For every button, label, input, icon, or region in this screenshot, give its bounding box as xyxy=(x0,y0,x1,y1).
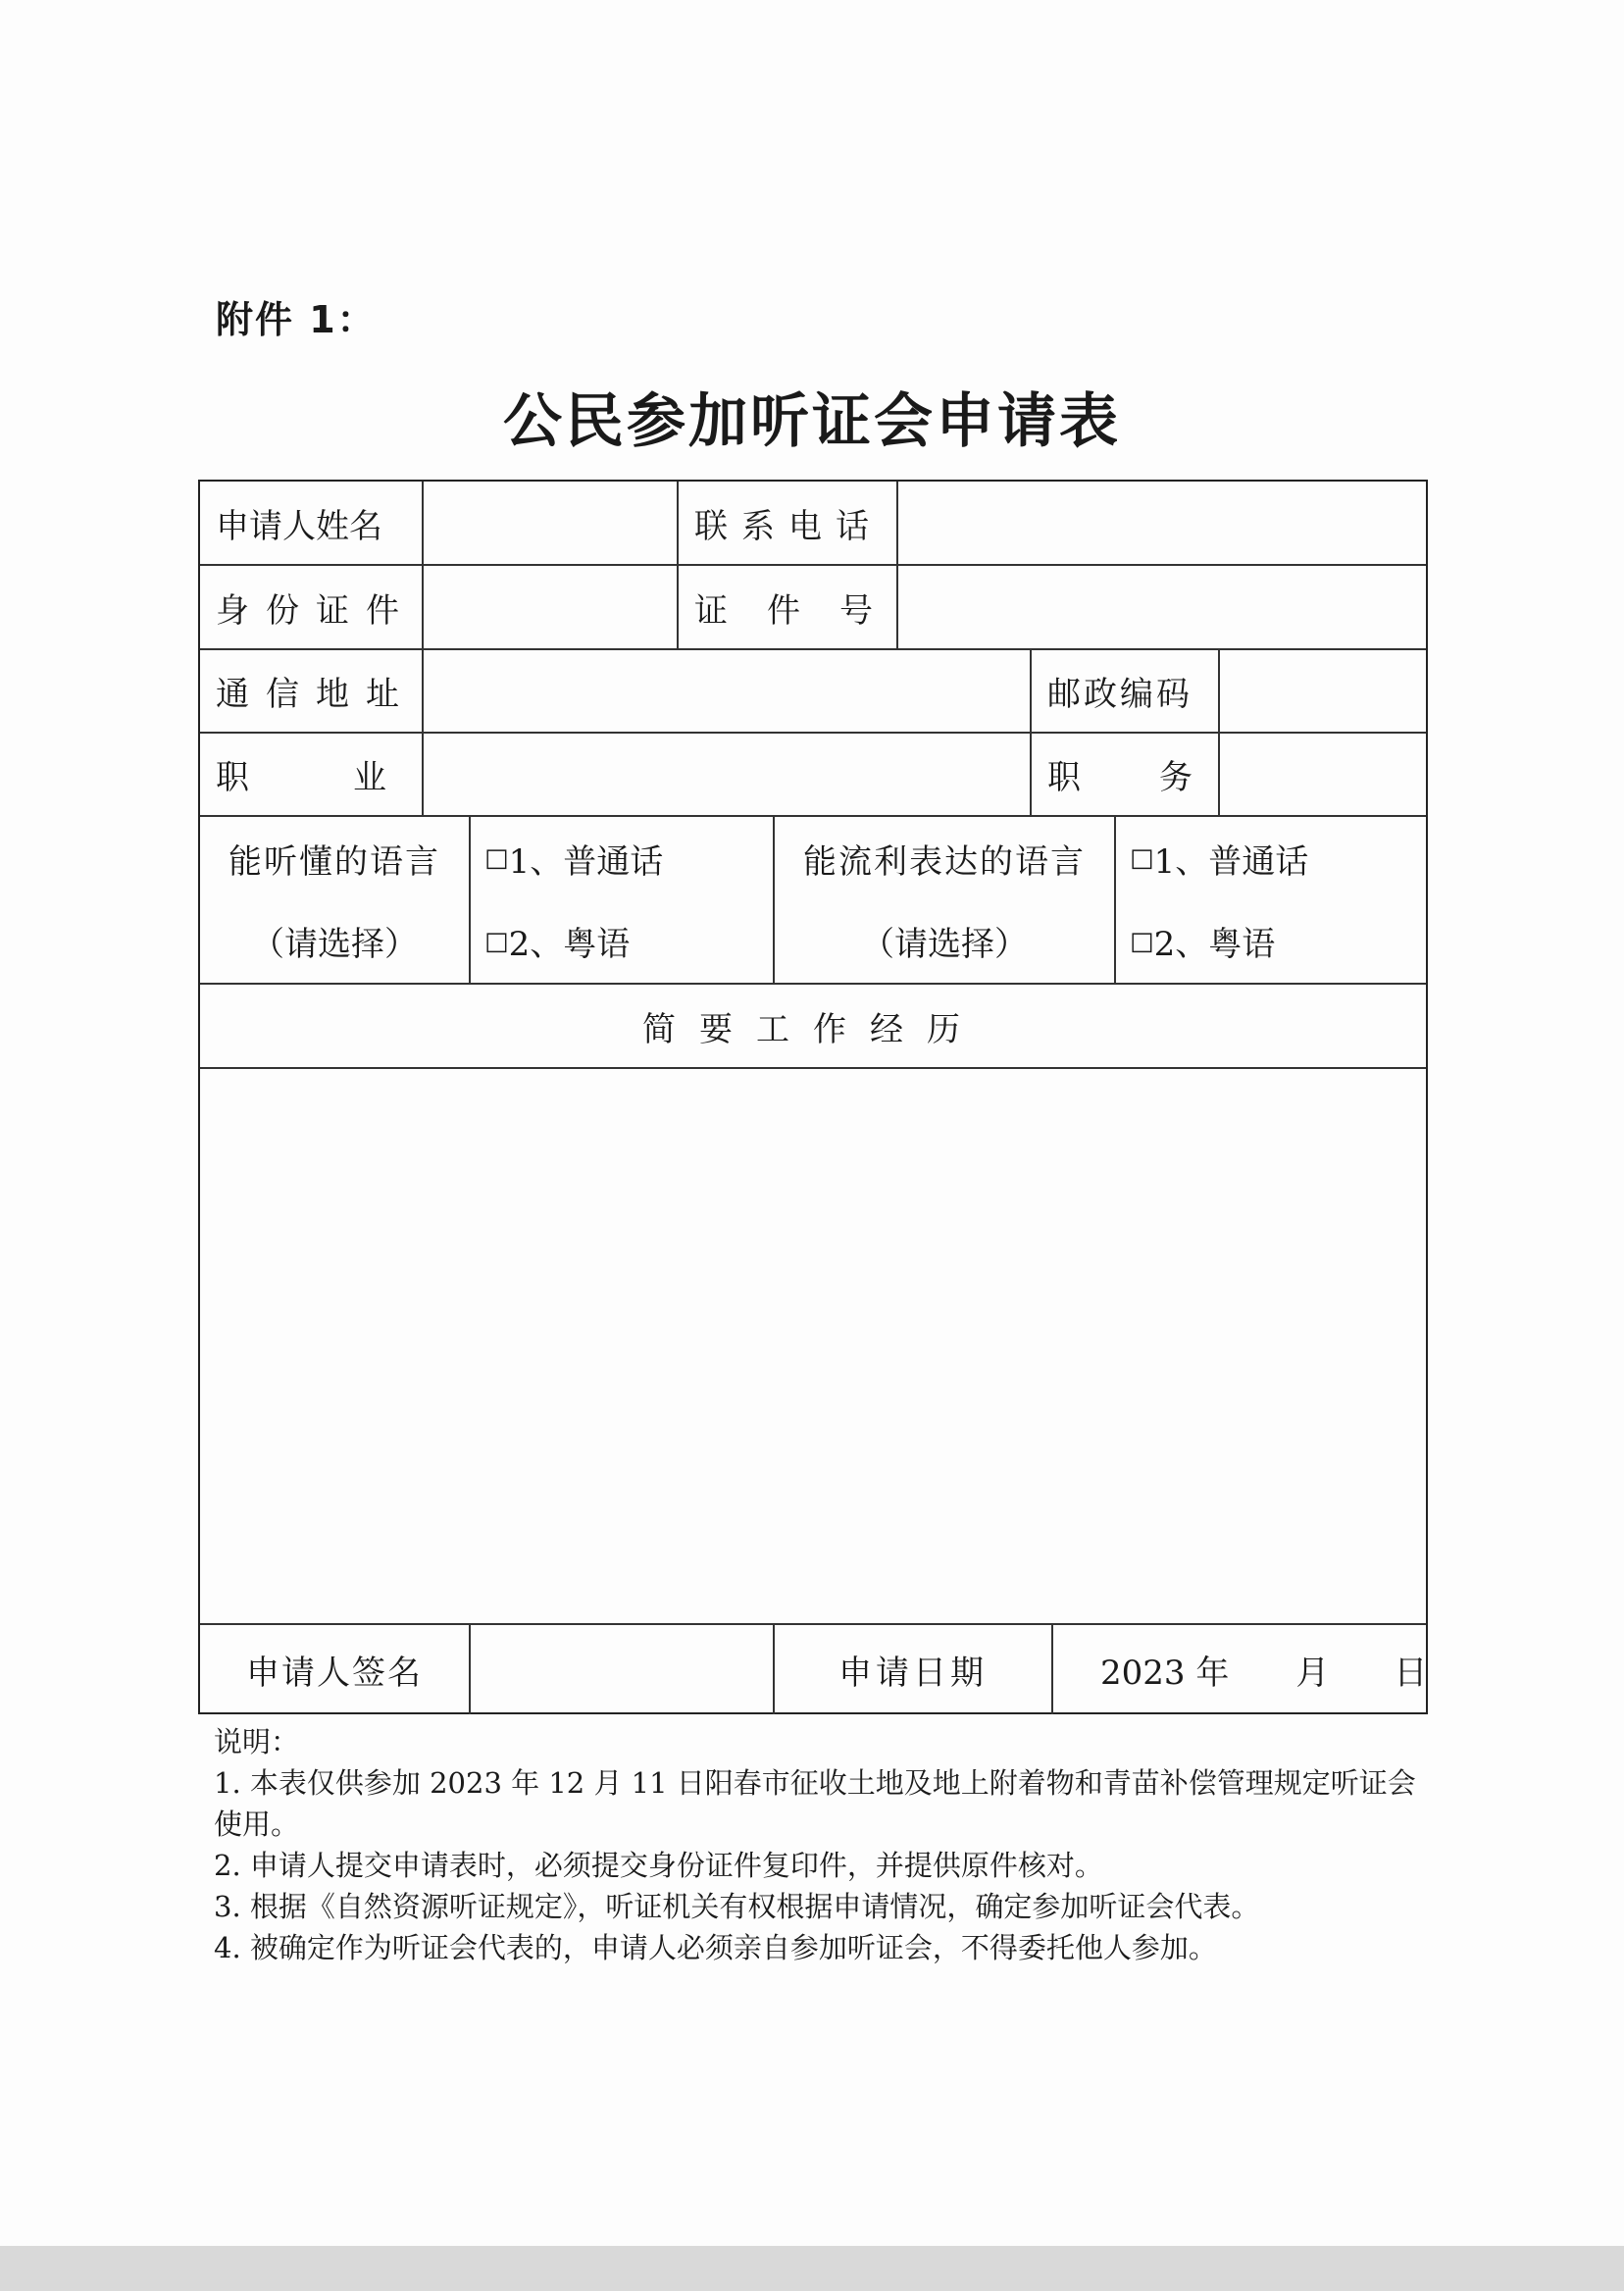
occupation-field[interactable] xyxy=(424,734,1028,815)
date-label: 申请日期 xyxy=(838,1654,988,1693)
postal-code-field[interactable] xyxy=(1220,650,1426,732)
date-field[interactable] xyxy=(1053,1625,1426,1714)
phone-label: 联系电话 xyxy=(694,506,883,546)
id-number-label: 证件号 xyxy=(694,590,912,631)
signature-field[interactable] xyxy=(471,1625,771,1714)
checkbox-icon: □ xyxy=(1130,843,1154,873)
fluent-lang-hint: （请选择） xyxy=(861,925,1028,964)
application-form xyxy=(198,480,1428,1714)
note-item-4: 4. 被确定作为听证会代表的，申请人必须亲自参加听证会，不得委托他人参加。 xyxy=(214,1931,1217,1964)
position-field[interactable] xyxy=(1220,734,1426,815)
page-title: 公民参加听证会申请表 xyxy=(503,387,1121,456)
address-label: 通信地址 xyxy=(216,675,416,714)
understand-opt2-label: 2、粤语 xyxy=(508,925,631,964)
postal-code-label: 邮政编码 xyxy=(1047,675,1193,714)
note-item-1: 1. 本表仅供参加 2023 年 12 月 11 日阳春市征收土地及地上附着物和青苗补偿管理规定听证会使用。 xyxy=(214,1766,1416,1841)
occupation-label: 职业 xyxy=(216,758,490,797)
understand-lang-label: 能听懂的语言 xyxy=(228,841,440,882)
checkbox-icon: □ xyxy=(484,926,509,956)
understand-opt1-label: 1、普通话 xyxy=(508,841,664,882)
address-field[interactable] xyxy=(424,650,1028,732)
notes-section xyxy=(214,1721,1430,1968)
applicant-name-label: 申请人姓名 xyxy=(216,506,382,546)
work-history-field[interactable] xyxy=(200,1069,1426,1623)
date-day: 日 xyxy=(1394,1654,1428,1693)
understand-lang-hint: （请选择） xyxy=(251,925,418,964)
fluent-option-mandarin[interactable] xyxy=(1130,817,1424,899)
work-history-label: 简要工作经历 xyxy=(642,1009,984,1049)
note-item-3: 3. 根据《自然资源听证规定》，听证机关有权根据申请情况，确定参加听证会代表。 xyxy=(214,1890,1260,1923)
date-year: 2023 年 xyxy=(1100,1654,1230,1693)
note-item-2: 2. 申请人提交申请表时，必须提交身份证件复印件，并提供原件核对。 xyxy=(214,1849,1103,1882)
checkbox-icon: □ xyxy=(484,843,509,873)
fluent-opt2-label: 2、粤语 xyxy=(1153,925,1276,964)
position-label: 职务 xyxy=(1047,758,1271,797)
date-month: 月 xyxy=(1295,1654,1330,1693)
fluent-option-cantonese[interactable] xyxy=(1130,899,1424,983)
phone-field[interactable] xyxy=(898,482,1426,564)
id-document-label: 身份证件 xyxy=(216,590,416,631)
id-number-field[interactable] xyxy=(898,566,1426,648)
signature-label: 申请人签名 xyxy=(246,1654,423,1693)
understand-option-cantonese[interactable] xyxy=(484,899,771,983)
id-document-field[interactable] xyxy=(424,566,675,648)
attachment-label: 附件 1： xyxy=(216,298,377,341)
applicant-name-field[interactable] xyxy=(424,482,675,564)
notes-heading: 说明： xyxy=(214,1725,300,1758)
fluent-lang-label: 能流利表达的语言 xyxy=(803,841,1086,882)
understand-option-mandarin[interactable] xyxy=(484,817,771,899)
fluent-opt1-label: 1、普通话 xyxy=(1153,841,1309,882)
scan-edge xyxy=(0,2246,1624,2291)
checkbox-icon: □ xyxy=(1130,926,1154,956)
